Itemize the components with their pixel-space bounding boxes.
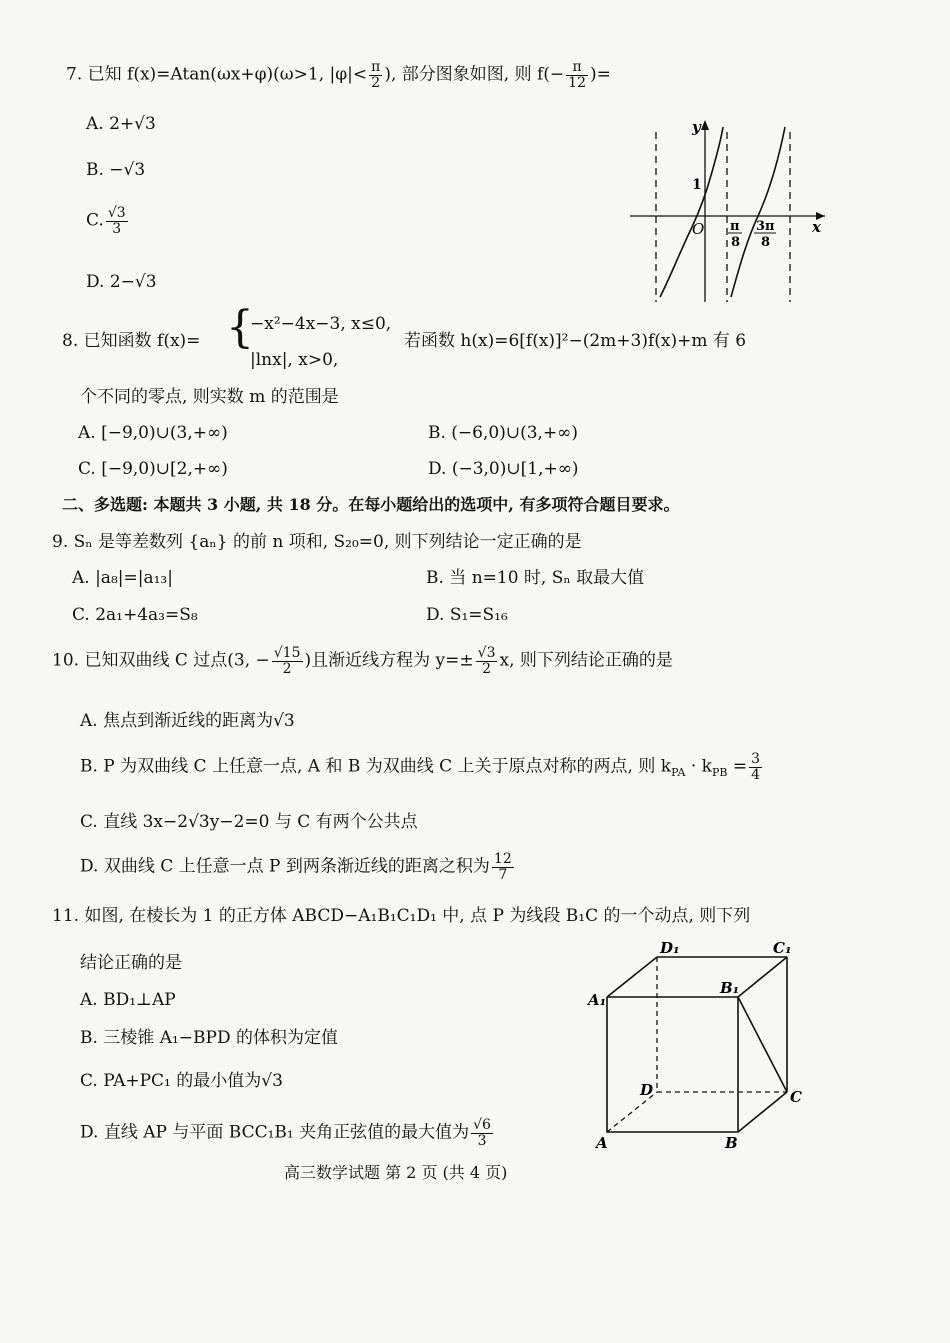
q7-stem-a: 7. 已知 f(x)=Atan(ωx+φ)(ω>1, |φ|<	[66, 64, 368, 85]
label-pi8-den: 8	[731, 235, 741, 250]
q10-option-d	[80, 852, 516, 882]
q7-option-d: D. 2−√3	[86, 272, 157, 292]
q7-tangent-graph	[620, 112, 840, 307]
q10-option-b-frac: $\frac{3}{4}$	[751, 751, 761, 783]
label-origin: O	[692, 220, 705, 238]
q8-piece1: −x²−4x−3, x≤0,	[250, 314, 392, 334]
q7-option-c-label: C.	[86, 210, 104, 231]
q7-frac-pi-12: $\frac{\pi}{12}$	[568, 59, 586, 91]
cube-label-a: A	[596, 1134, 608, 1152]
x-label: x	[812, 218, 821, 236]
q10-option-b	[80, 752, 764, 782]
q7-option-a: A. 2+√3	[86, 114, 156, 134]
q8-option-a: A. [−9,0)∪(3,+∞)	[78, 423, 228, 443]
q8-option-b: B. (−6,0)∪(3,+∞)	[428, 423, 578, 443]
q10-stem	[52, 646, 673, 676]
cube-label-c1: C₁	[773, 939, 792, 957]
q10-option-d-text: D. 双曲线 C 上任意一点 P 到两条渐近线的距离之积为	[80, 856, 490, 877]
cube-label-b: B	[725, 1134, 738, 1152]
y-axis-arrow	[701, 120, 709, 130]
q11-option-c: C. PA+PC₁ 的最小值为√3	[80, 1071, 283, 1091]
q8-stem-a: 8. 已知函数 f(x)=	[62, 331, 201, 351]
edge-b1-c1	[738, 957, 787, 997]
label-3pi8-den: 8	[761, 235, 771, 250]
label-one: 1	[692, 177, 702, 193]
q11-option-d	[80, 1118, 495, 1148]
q10-frac-asym: $\frac{√3}{2}$	[477, 645, 496, 677]
q10-option-a: A. 焦点到渐近线的距离为√3	[80, 711, 295, 731]
q10-stem-a: 10. 已知双曲线 C 过点(3, −	[52, 650, 270, 671]
q11-option-d-text: D. 直线 AP 与平面 BCC₁B₁ 夹角正弦值的最大值为	[80, 1122, 470, 1143]
q8-option-c: C. [−9,0)∪[2,+∞)	[78, 459, 228, 479]
q8-stem-b: 若函数 h(x)=6[f(x)]²−(2m+3)f(x)+m 有 6	[404, 331, 747, 351]
q10-option-b-text: B. P 为双曲线 C 上任意一点, A 和 B 为双曲线 C 上关于原点对称的两点, 则 k	[80, 756, 672, 777]
q10-stem-b: )且渐近线方程为 y=±	[304, 650, 474, 671]
q10-option-d-frac: $\frac{12}{7}$	[493, 851, 512, 883]
label-pi8-num: π	[730, 219, 740, 234]
q7-stem-b: ), 部分图象如图, 则 f(−	[384, 64, 565, 85]
cube-label-b1: B₁	[720, 979, 740, 997]
tan-branch-1	[660, 127, 723, 297]
q11-option-a: A. BD₁⊥AP	[80, 990, 176, 1010]
q9-option-a: A. |a₈|=|a₁₃|	[72, 568, 173, 588]
edge-a1-d1	[607, 957, 657, 997]
q7-stem	[66, 60, 611, 90]
q10-option-b-eq: =	[727, 756, 748, 777]
q9-option-d: D. S₁=S₁₆	[426, 605, 508, 625]
cube-label-d: D	[640, 1081, 654, 1099]
q9-option-b: B. 当 n=10 时, Sₙ 取最大值	[426, 568, 645, 588]
q7-option-b: B. −√3	[86, 160, 146, 180]
q11-stem-b: 结论正确的是	[80, 953, 182, 973]
q8-brace: {	[226, 302, 254, 353]
y-label: y	[692, 118, 701, 136]
q10-option-b-sub2: PB	[711, 766, 728, 780]
cube-label-a1: A₁	[588, 991, 607, 1009]
q10-option-b-mid: · k	[685, 756, 712, 777]
tan-branch-2	[731, 127, 785, 297]
q11-option-d-frac: $\frac{√6}{3}$	[473, 1117, 491, 1149]
page-footer: 高三数学试题 第 2 页 (共 4 页)	[284, 1163, 508, 1182]
q10-frac-point: $\frac{√15}{2}$	[273, 645, 301, 677]
label-3pi8-num: 3π	[756, 219, 775, 234]
q8-option-d: D. (−3,0)∪[1,+∞)	[428, 459, 579, 479]
q10-option-b-sub1: PA	[671, 766, 686, 780]
q11-cube-figure	[580, 935, 810, 1155]
q11-stem-a: 11. 如图, 在棱长为 1 的正方体 ABCD−A₁B₁C₁D₁ 中, 点 P 为线段 B₁C 的一个动点, 则下列	[52, 906, 751, 926]
q9-stem: 9. Sₙ 是等差数列 {aₙ} 的前 n 项和, S₂₀=0, 则下列结论一定正确的是	[52, 532, 582, 552]
cube-label-d1: D₁	[660, 939, 680, 957]
q8-piece2: |lnx|, x>0,	[250, 350, 339, 370]
q8-stem-c: 个不同的零点, 则实数 m 的范围是	[80, 387, 339, 407]
edge-b-c	[738, 1092, 787, 1132]
q7-option-c	[86, 206, 130, 236]
q7-option-c-frac: $\frac{√3}{3}$	[107, 205, 126, 237]
q7-frac-pi-2: $\frac{\pi}{2}$	[371, 59, 381, 91]
section2-heading: 二、多选题: 本题共 3 小题, 共 18 分。在每小题给出的选项中, 有多项符合题目要求。	[62, 495, 680, 514]
cube-front-face	[607, 997, 738, 1132]
q7-stem-c: )=	[590, 64, 611, 85]
q10-option-c: C. 直线 3x−2√3y−2=0 与 C 有两个公共点	[80, 812, 418, 832]
cube-label-c: C	[790, 1088, 802, 1106]
q11-option-b: B. 三棱锥 A₁−BPD 的体积为定值	[80, 1028, 339, 1048]
segment-b1-c	[738, 997, 787, 1092]
q9-option-c: C. 2a₁+4a₃=S₈	[72, 605, 198, 625]
q10-stem-c: x, 则下列结论正确的是	[499, 650, 673, 671]
